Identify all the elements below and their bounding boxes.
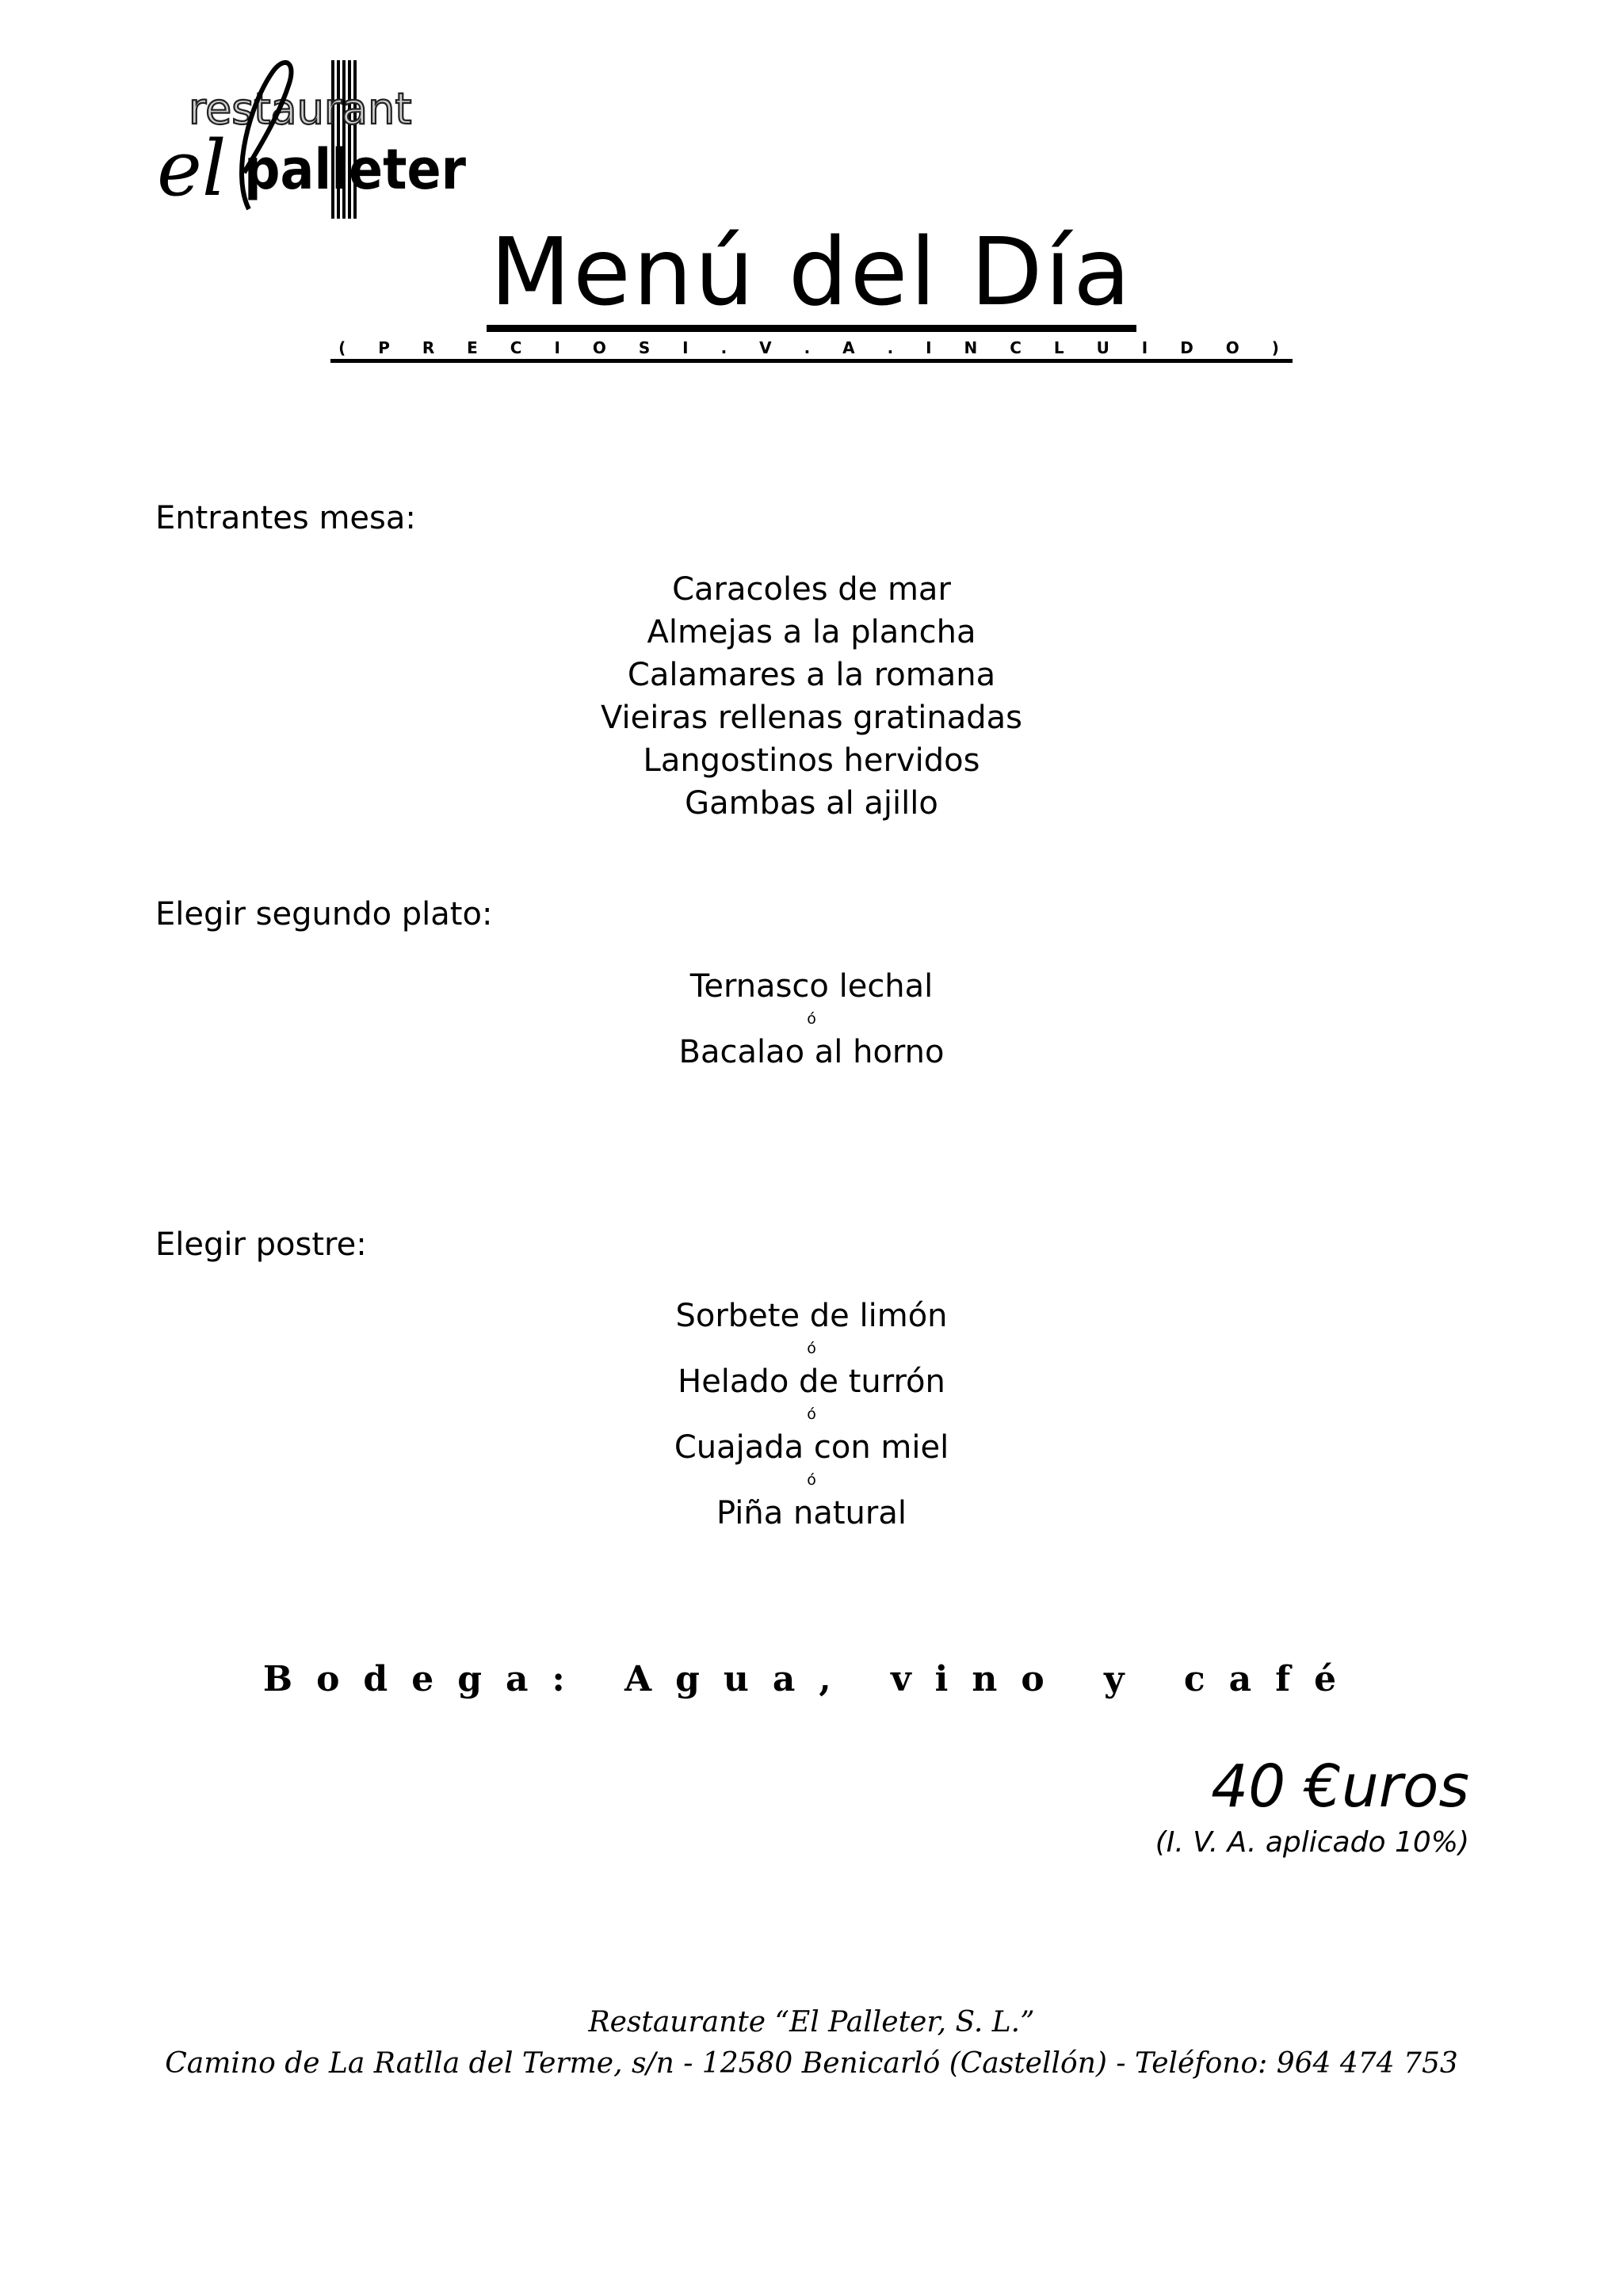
menu-title-wrap [0,217,1623,332]
logo-word-restaurant: restaurant [189,84,412,134]
dish-item: Helado de turrón [678,1363,945,1400]
dish-item: Bacalao al horno [678,1034,945,1070]
or-separator: ó [807,1340,816,1357]
dish-item: Gambas al ajillo [685,785,938,822]
dish-list-segundo [0,965,1623,1074]
section-label-segundo: Elegir segundo plato: [155,896,493,933]
subtitle-wrap [0,338,1623,363]
or-separator: ó [807,1471,816,1489]
dish-item: Langostinos hervidos [643,742,980,779]
dish-list-postre [0,1295,1623,1535]
bodega-line: Bodega: Agua, vino y café [262,1659,1361,1699]
footer-company-name: Restaurante “El Palleter, S. L.” [588,2006,1035,2039]
section-label-entrantes: Entrantes mesa: [155,500,416,536]
logo-word-palleter: palleter [244,137,467,202]
section-label-postre: Elegir postre: [155,1226,367,1263]
dish-item: Almejas a la plancha [647,614,976,650]
or-separator: ó [807,1405,816,1423]
restaurant-logo [155,54,472,220]
dish-item: Sorbete de limón [675,1298,948,1334]
page-title: Menú del Día [487,220,1136,332]
dish-item: Cuajada con miel [674,1429,949,1466]
dish-item: Ternasco lechal [689,968,934,1005]
price-vat-note: (I. V. A. aplicado 10%) [1155,1826,1469,1859]
dish-item: Caracoles de mar [672,571,951,608]
or-separator: ó [807,1010,816,1028]
footer-address: Camino de La Ratlla del Terme, s/n - 12580 Benicarló (Castellón) - Teléfono: 964 474 753 [165,2047,1458,2080]
logo-word-el: el [157,124,227,213]
dish-item: Piña natural [716,1495,907,1531]
dish-item: Calamares a la romana [627,657,996,693]
dish-list-entrantes [0,568,1623,825]
menu-price: 40 €uros [1211,1753,1469,1821]
price-includes-vat-note: ( P R E C I O S I . V . A . I N C L U I D O ) [330,338,1293,363]
dish-item: Vieiras rellenas gratinadas [600,700,1022,736]
